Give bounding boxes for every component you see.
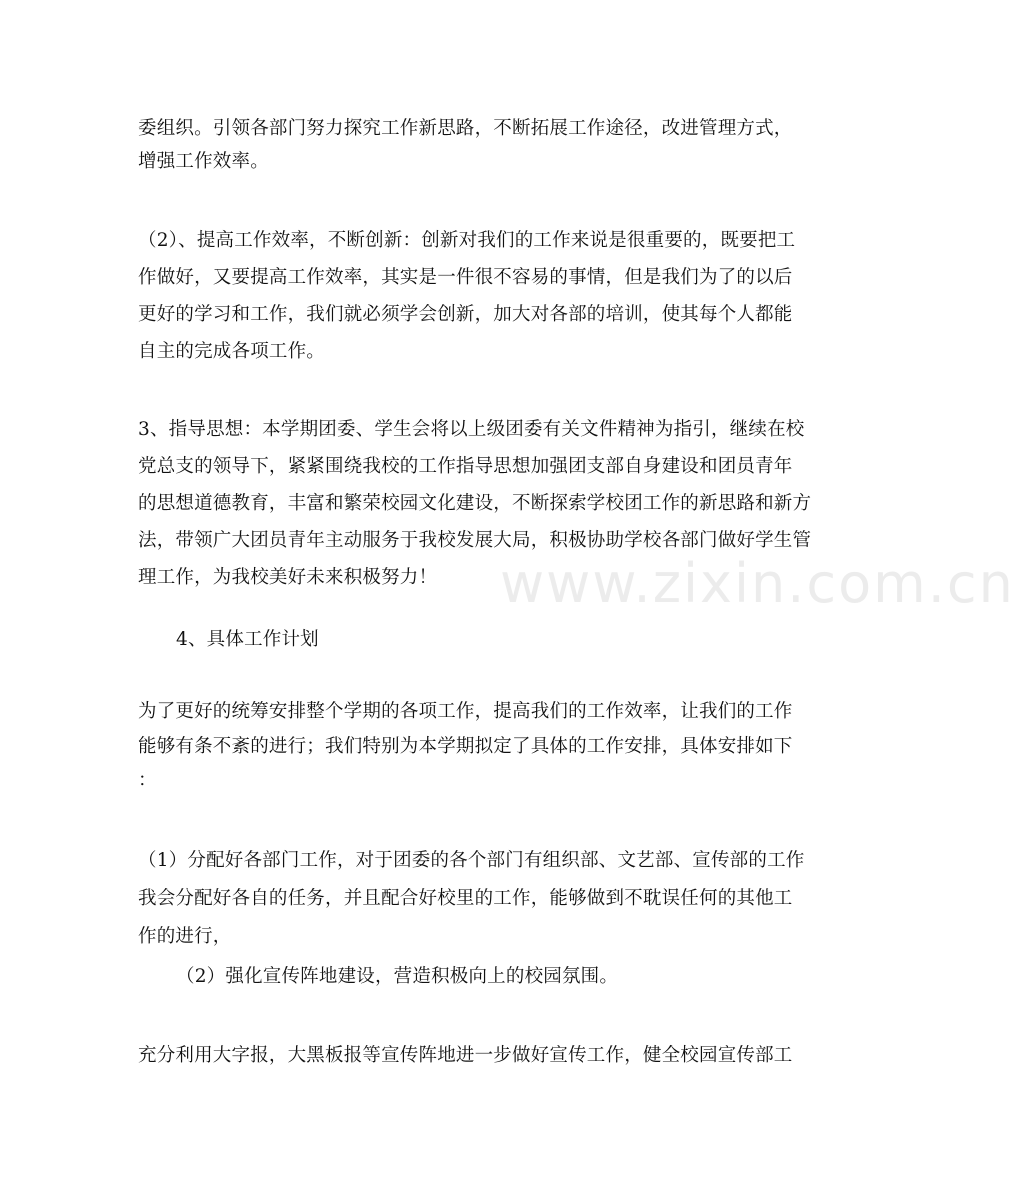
text-line: （1）分配好各部门工作，对于团委的各个部门有组织部、文艺部、宣传部的工作: [138, 850, 805, 871]
text-line: 更好的学习和工作，我们就必须学会创新，加大对各部的培训，使其每个人都能: [138, 304, 793, 325]
text-line: 我会分配好各自的任务，并且配合好校里的工作，能够做到不耽误任何的其他工: [138, 888, 793, 909]
text-line: （2）、提高工作效率，不断创新：创新对我们的工作来说是很重要的，既要把工: [138, 230, 796, 251]
text-line: 理工作，为我校美好未来积极努力！: [138, 567, 438, 588]
text-line: ：: [138, 770, 157, 791]
text-line: 的思想道德教育，丰富和繁荣校园文化建设，不断探索学校团工作的新思路和新方: [138, 493, 812, 514]
text-line: 作的进行，: [138, 926, 232, 947]
text-line: 能够有条不紊的进行；我们特别为本学期拟定了具体的工作安排，具体安排如下: [138, 736, 793, 757]
text-line: （2）强化宣传阵地建设，营造积极向上的校园氛围。: [176, 966, 619, 987]
text-line: 党总支的领导下，紧紧围绕我校的工作指导思想加强团支部自身建设和团员青年: [138, 456, 793, 477]
text-line: 委组织。引领各部门努力探究工作新思路，不断拓展工作途径，改进管理方式，: [138, 118, 793, 139]
text-line: 作做好，又要提高工作效率，其实是一件很不容易的事情，但是我们为了的以后: [138, 267, 793, 288]
text-line: 增强工作效率。: [138, 151, 269, 172]
section-heading: 4、具体工作计划: [176, 629, 319, 650]
text-line: 法，带领广大团员青年主动服务于我校发展大局，积极协助学校各部门做好学生管: [138, 530, 812, 551]
text-line: 3、指导思想：本学期团委、学生会将以上级团委有关文件精神为指引，继续在校: [138, 419, 805, 440]
watermark-text: www.zixin.com.cn: [500, 552, 1015, 615]
text-line: 充分利用大字报，大黑板报等宣传阵地进一步做好宣传工作，健全校园宣传部工: [138, 1045, 793, 1066]
text-line: 自主的完成各项工作。: [138, 341, 326, 362]
text-line: 为了更好的统筹安排整个学期的各项工作，提高我们的工作效率，让我们的工作: [138, 701, 793, 722]
